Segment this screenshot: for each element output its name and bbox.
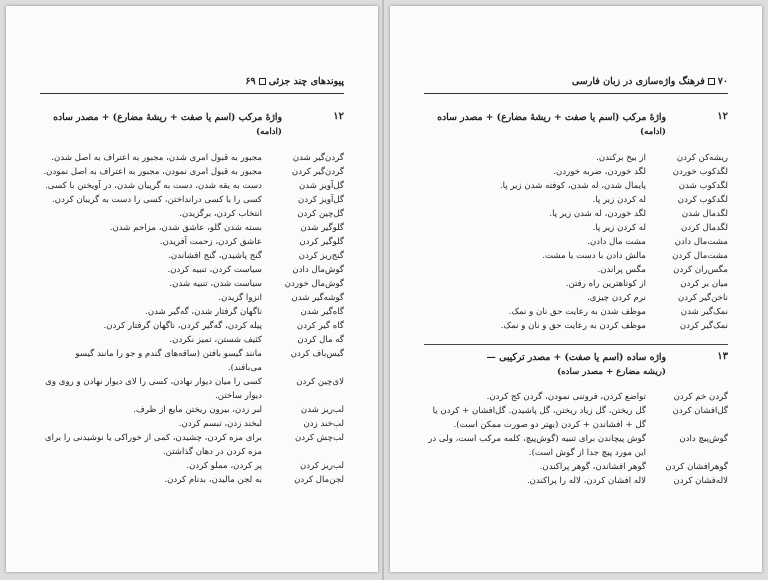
entry-term: لب‌خند زدن [303, 419, 344, 429]
entry-term: گوشه‌گیر شدن [291, 293, 344, 303]
entry-definition: نرم کردن چیزی. [587, 293, 646, 303]
entry-definition: گل ریختن، گل زیاد ریختن، گل پاشیدن. گل‌افشان + کردن یا گل + افشاندن + کردن (بهتر دو صورت ممکن است). [432, 406, 646, 430]
left-page [6, 6, 378, 572]
entry-list-12 [424, 151, 728, 333]
entry-term: گل‌آویز کردن [298, 195, 344, 205]
entry-definition: پایمال شدن، له شدن، کوفته شدن زیر پا. [499, 181, 646, 191]
section-continued: (ادامه) [256, 127, 282, 137]
entry-term: لای‌چین کردن [296, 377, 344, 387]
entry-definition: از بیخ برکندن. [596, 153, 646, 163]
page-gutter [382, 0, 384, 580]
entry-row [40, 305, 344, 319]
header-rule [40, 93, 344, 94]
entry-term: گنج‌ریز کردن [298, 251, 344, 261]
entry-row [424, 432, 728, 460]
entry-row [424, 235, 728, 249]
entry-definition: لاله افشان کردن، لاله را پراکندن. [526, 476, 646, 486]
entry-row [424, 404, 728, 432]
page-number: ۶۹ [245, 76, 256, 87]
entry-term: گردن‌گیر شدن [292, 153, 344, 163]
entry-row [424, 151, 728, 165]
entry-definition: مجبور به قبول امری نمودن، مجبور به اعتراف به اصل نمودن. [43, 167, 262, 177]
entry-definition: بسته شدن گلو، عاشق شدن، مزاحم شدن. [109, 223, 262, 233]
section-title: واژه ساده (اسم یا صفت) + مصدر ترکیبی — [486, 352, 666, 363]
entry-definition: سیاست کردن، تنبیه کردن. [167, 265, 262, 275]
section-heading [40, 111, 344, 139]
entry-term: گردن‌گیر کردن [291, 167, 344, 177]
entry-row [40, 193, 344, 207]
entry-term: لگدمال شدن [681, 209, 728, 219]
entry-term: گلوگیر کردن [299, 237, 344, 247]
entry-row [40, 263, 344, 277]
entry-row [40, 179, 344, 193]
entry-definition: مجبور به قبول امری شدن، مجبور به اعتراف به اصل شدن. [51, 153, 262, 163]
entry-term: گه مال کردن [297, 335, 344, 345]
entry-row [424, 263, 728, 277]
running-head-title: ۷۰فرهنگ واژه‌سازی در زبان فارسی [571, 76, 728, 87]
entry-term: لب‌چش کردن [294, 433, 344, 443]
entry-row [40, 207, 344, 221]
entry-row [40, 249, 344, 263]
running-head [40, 76, 344, 92]
entry-row [424, 207, 728, 221]
entry-definition: مانند گیسو بافتن (ساقه‌های گندم و جو را مانند گیسو می‌بافند). [75, 349, 262, 373]
square-ornament-icon [259, 78, 266, 85]
entry-row [40, 151, 344, 165]
entry-row [424, 179, 728, 193]
entry-row [424, 291, 728, 305]
entry-definition: ناگهان گرفتار شدن، گه‌گیر شدن. [145, 307, 262, 317]
section-12-heading [424, 111, 728, 139]
entry-definition: مشت مال دادن. [587, 237, 646, 247]
entry-term: مشت‌مال کردن [672, 251, 728, 261]
entry-term: لجن‌مال کردن [294, 475, 344, 485]
entry-definition: موظف کردن به رعایت حق و نان و نمک. [500, 321, 646, 331]
entry-term: گردن خم کردن [673, 392, 728, 402]
section-title: واژهٔ مرکب (اسم یا صفت + ریشهٔ مضارع) + مصدر ساده [53, 112, 282, 123]
entry-term: گلوگیر شدن [300, 223, 344, 233]
entry-row [424, 319, 728, 333]
entry-term: گاه‌گیر شدن [300, 307, 344, 317]
entry-row [40, 333, 344, 347]
entry-row [424, 249, 728, 263]
entry-definition: لبر زدن، بیرون ریختن مایع از ظرف. [133, 405, 262, 415]
entry-row [424, 305, 728, 319]
entry-definition: گوش پیچاندن برای تنبیه (گوش‌پیچ، کلمه مرکب است، ولی در این مورد پیچ جدا از گوش است). [428, 434, 646, 458]
entry-term: گوهرافشان کردن [665, 462, 728, 472]
running-head [424, 76, 728, 92]
entry-term: لگدکوب خوردن [672, 167, 728, 177]
entry-definition: پیله کردن، گه‌گیر کردن، ناگهان گرفتار کردن. [103, 321, 262, 331]
entry-definition: له کردن زیر پا. [592, 223, 646, 233]
entry-definition: دست به یقه شدن، دست به گریبان شدن، در آویختن با کسی. [45, 181, 262, 191]
entry-term: گل‌آویز شدن [298, 181, 344, 191]
entry-term: مگس‌ران کردن [673, 265, 728, 275]
entry-term: لاله‌فشان کردن [673, 476, 728, 486]
entry-row [40, 417, 344, 431]
entry-term: لب‌ریز شدن [300, 405, 344, 415]
entry-definition: لگد خوردن، ضربه خوردن. [553, 167, 646, 177]
section-number: ۱۳ [717, 351, 728, 362]
square-ornament-icon [708, 78, 715, 85]
entry-row [424, 390, 728, 404]
entry-term: لگدکوب شدن [678, 181, 728, 191]
entry-term: ناخن‌گیر کردن [678, 293, 728, 303]
entry-term: ریشه‌کن کردن [676, 153, 728, 163]
entry-row [40, 319, 344, 333]
section-number: ۱۲ [333, 111, 344, 122]
section-number: ۱۲ [717, 111, 728, 122]
entry-row [424, 460, 728, 474]
entry-row [424, 193, 728, 207]
entry-definition: مگس پراندن. [597, 265, 646, 275]
entry-definition: عاشق کردن، زحمت آفریدن. [159, 237, 262, 247]
running-head-title: پیوندهای چند جزئی۶۹ [245, 76, 344, 87]
entry-definition: برای مزه کردن، چشیدن، کمی از خوراکی یا نوشیدنی را برای مزه کردن در دهان گذاشتن. [44, 433, 262, 457]
entry-term: نمک‌گیر شدن [680, 307, 728, 317]
entry-row [40, 459, 344, 473]
entry-definition: کسی را میان دیوار نهادن، کسی را لای دیوار نهادن و روی وی دیوار ساختن. [45, 377, 262, 401]
entry-term: لگدمال کردن [680, 223, 728, 233]
entry-row [424, 474, 728, 488]
entry-term: میان بر کردن [680, 279, 728, 289]
entry-definition: لگد خوردن، له شدن زیر پا. [549, 209, 646, 219]
section-title: واژهٔ مرکب (اسم یا صفت + ریشهٔ مضارع) + مصدر ساده [437, 112, 666, 123]
entry-definition: سیاست شدن، تنبیه شدن. [169, 279, 262, 289]
section-continued: (ادامه) [640, 127, 666, 137]
entry-term: گوش‌مال دادن [292, 265, 344, 275]
entry-row [40, 431, 344, 459]
entry-term: گوش‌پیچ دادن [679, 434, 728, 444]
entry-row [40, 277, 344, 291]
entry-definition: از کوتاهترین راه رفتن. [565, 279, 646, 289]
entry-row [424, 277, 728, 291]
entry-row [424, 165, 728, 179]
entry-term: لگدکوب کردن [677, 195, 728, 205]
section-13-heading [424, 351, 728, 379]
entry-definition: پر کردن، مملو کردن. [186, 461, 262, 471]
entry-term: گل‌افشان کردن [672, 406, 728, 416]
right-page [390, 6, 762, 572]
entry-row [40, 235, 344, 249]
header-rule [424, 93, 728, 94]
entry-term: گیس‌باف کردن [290, 349, 344, 359]
entry-row [40, 165, 344, 179]
entry-definition: کثیف شستن، تمیز نکردن. [169, 335, 262, 345]
entry-row [424, 221, 728, 235]
entry-definition: مالش دادن با دست یا مشت. [542, 251, 646, 261]
entry-definition: له کردن زیر پا. [592, 195, 646, 205]
entry-row [40, 375, 344, 403]
entry-row [40, 347, 344, 375]
entry-definition: گوهر افشاندن، گوهر پراکندن. [539, 462, 646, 472]
entry-definition: به لجن مالیدن، بدنام کردن. [164, 475, 262, 485]
page-number: ۷۰ [717, 76, 728, 87]
entry-term: مشت‌مال دادن [674, 237, 728, 247]
entry-definition: انتخاب کردن، برگزیدن. [179, 209, 262, 219]
section-subtitle: (ریشه مضارع + مصدر ساده) [557, 367, 666, 377]
entry-row [40, 403, 344, 417]
entry-definition: کسی را با کسی درانداختن، کسی را دست به گریبان کردن. [52, 195, 262, 205]
entry-row [40, 473, 344, 487]
entry-list [40, 151, 344, 487]
section-divider [424, 344, 728, 345]
entry-definition: تواضع کردن، فروتنی نمودن، گردن کج کردن. [486, 392, 646, 402]
entry-definition: لبخند زدن، تبسم کردن. [178, 419, 262, 429]
entry-row [40, 221, 344, 235]
entry-row [40, 291, 344, 305]
entry-definition: انزوا گزیدن. [218, 293, 262, 303]
entry-list-13 [424, 390, 728, 488]
entry-term: گوش‌مال خوردن [284, 279, 344, 289]
entry-term: نمک‌گیر کردن [679, 321, 728, 331]
entry-term: گل‌چین کردن [297, 209, 344, 219]
entry-definition: موظف شدن به رعایت حق نان و نمک. [508, 307, 646, 317]
entry-term: گاه گیر کردن [296, 321, 344, 331]
entry-term: لب‌ریز کردن [299, 461, 344, 471]
entry-definition: گنج پاشیدن، گنج افشاندن. [168, 251, 262, 261]
